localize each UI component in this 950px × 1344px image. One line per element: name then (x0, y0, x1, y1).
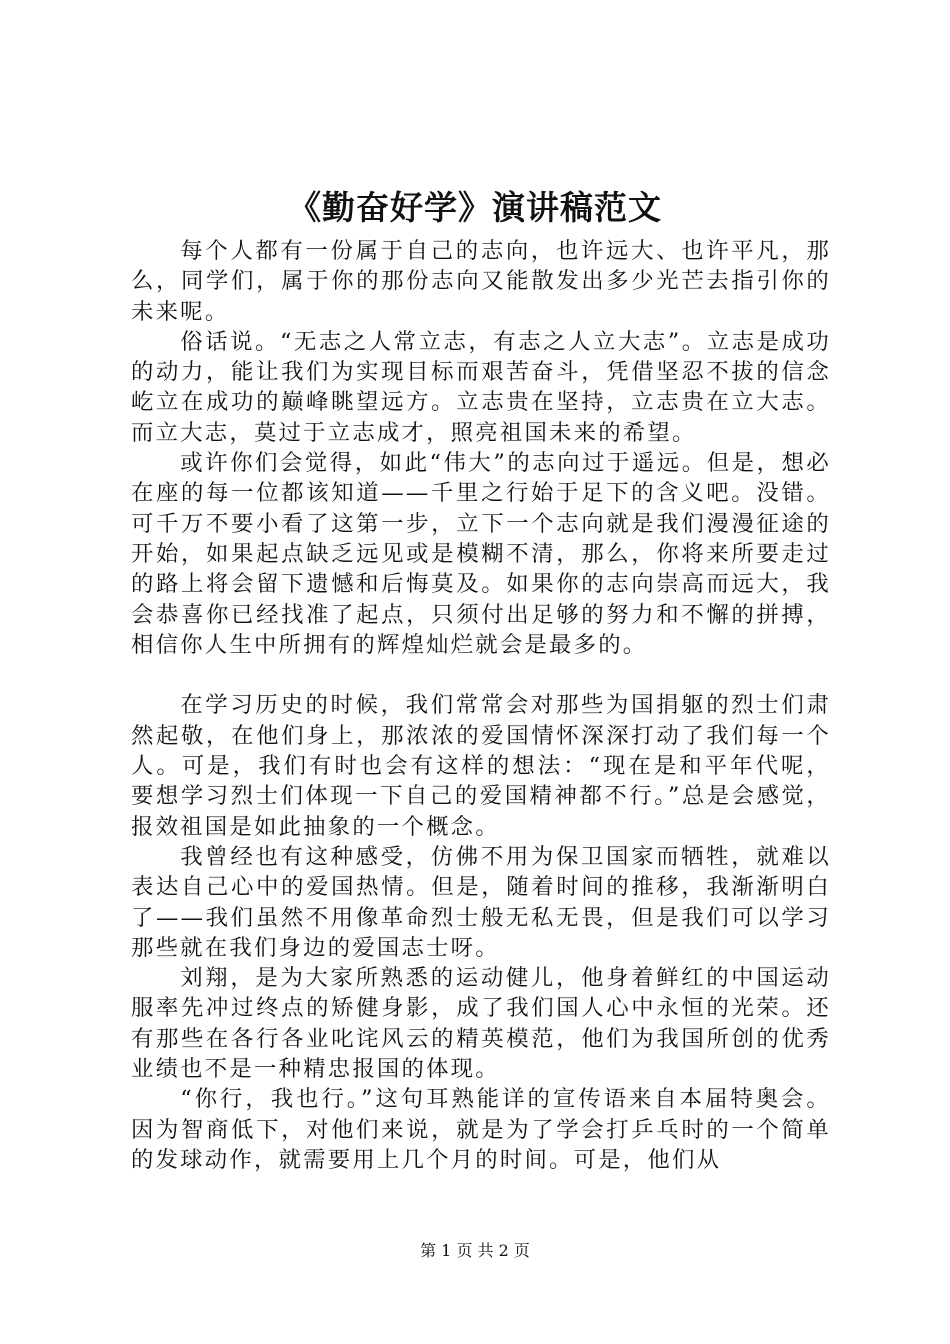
paragraph-1: 每个人都有一份属于自己的志向，也许远大、也许平凡，那么，同学们，属于你的那份志向又能散发出多少光芒去指引你的未来呢。 (131, 238, 831, 325)
paragraph-3: 或许你们会觉得，如此“伟大”的志向过于遥远。但是，想必在座的每一位都该知道——千里之行始于足下的含义吧。没错。可千万不要小看了这第一步，立下一个志向就是我们漫漫征途的开始，如果起点缺乏远见或是模糊不清，那么，你将来所要走过的路上将会留下遗憾和后悔莫及。如果你的志向崇高而远大，我会恭喜你已经找准了起点，只须付出足够的努力和不懈的拼搏，相信你人生中所拥有的辉煌灿烂就会是最多的。 (131, 450, 831, 658)
paragraph-4: 在学习历史的时候，我们常常会对那些为国捐躯的烈士们肃然起敬，在他们身上，那浓浓的爱国情怀深深打动了我们每一个人。可是，我们有时也会有这样的想法：“现在是和平年代呢，要想学习烈士们体现一下自己的爱国精神都不行。”总是会感觉，报效祖国是如此抽象的一个概念。 (131, 692, 831, 840)
document-title: 《勤奋好学》演讲稿范文 (288, 188, 662, 227)
paragraph-5: 我曾经也有这种感受，仿佛不用为保卫国家而牺牲，就难以表达自己心中的爱国热情。但是，随着时间的推移，我渐渐明白了——我们虽然不用像革命烈士般无私无畏，但是我们可以学习那些就在我们身边的爱国志士呀。 (131, 843, 831, 961)
page-number-footer: 第 1 页 共 2 页 (420, 1241, 530, 1260)
paragraph-2: 俗话说。“无志之人常立志，有志之人立大志”。立志是成功的动力，能让我们为实现目标而艰苦奋斗，凭借坚忍不拔的信念屹立在成功的巅峰眺望远方。立志贵在坚持，立志贵在立大志。而立大志，莫过于立志成才，照亮祖国未来的希望。 (131, 328, 831, 446)
document-body (131, 236, 831, 1175)
paragraph-spacer (131, 660, 831, 690)
paragraph-7: “你行，我也行。”这句耳熟能详的宣传语来自本届特奥会。因为智商低下，对他们来说，就是为了学会打乒乓时的一个简单的发球动作，就需要用上几个月的时间。可是，他们从 (131, 1086, 831, 1173)
paragraph-6: 刘翔，是为大家所熟悉的运动健儿，他身着鲜红的中国运动服率先冲过终点的矫健身影，成了我们国人心中永恒的光荣。还有那些在各行各业叱诧风云的精英模范，他们为我国所创的优秀业绩也不是一种精忠报国的体现。 (131, 965, 831, 1083)
